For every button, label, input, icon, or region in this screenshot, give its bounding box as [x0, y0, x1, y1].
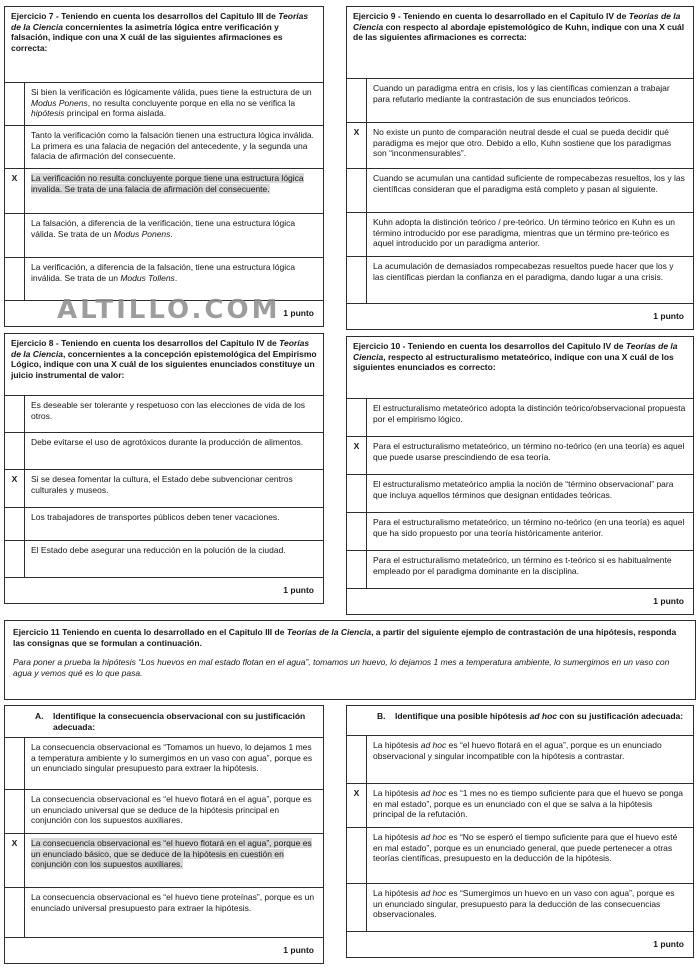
answer-row — [347, 79, 693, 123]
statement-text: La acumulación de demasiados rompecabezas resueltos puede hacer que los y las científicas pierdan la confianza en el paradigma, dando lugar a una crisis. — [373, 261, 674, 282]
points-label: 1 punto — [283, 945, 314, 955]
mark-cell — [5, 433, 25, 469]
statement-text: El Estado debe asegurar una reducción en la polución de la ciudad. — [31, 545, 286, 555]
section-b-title: Identifique una posible hipótesis ad hoc con su justificación adecuada: — [395, 711, 684, 721]
mark-cell — [5, 508, 25, 540]
exercise-11-title: Ejercicio 11 Teniendo en cuenta lo desarrollado en el Capitulo III de Teorías de la Ciencia, a partir del siguiente ejemplo de contrastación de una hipótesis, responda las consignas que se formulan a continuación. — [13, 627, 677, 648]
answer-row-marked — [5, 470, 323, 508]
answer-row — [347, 169, 693, 213]
statement-text: El estructuralismo metateórico adopta la distinción teórico/observacional propuesta por el empirismo lógico. — [373, 403, 686, 424]
section-a-column — [4, 705, 324, 964]
mark-cell — [5, 541, 25, 577]
highlighted-text: La verificación no resulta concluyente porque tiene una estructura lógica invalida. Se trata de una falacia de afirmación del consecuente. — [31, 173, 304, 194]
mark-cell — [347, 475, 367, 512]
answer-row — [347, 736, 693, 784]
statement-text: El estructuralismo metateórico amplia la noción de “término observacional” para que incluya aquellos términos que designan entidades teóricas. — [373, 479, 674, 500]
statement-text: La hipótesis ad hoc es “No se esperó el tiempo suficiente para que el huevo esté en mal estado”, porque es un enunciado general, que puede pertenecer a otras teorías científicas, presupuesto en la deducción de la hipótesis. — [373, 832, 678, 863]
statement-text: Si bien la verificación es lógicamente válida, pues tiene la estructura de un Modus Ponens, no resulta concluyente porque en ella no se verifica la hipótesis principal en forma aislada. — [31, 87, 312, 118]
right-column — [346, 6, 694, 615]
highlighted-text: La consecuencia observacional es “el huevo flotará en el agua”, porque es un enunciado básico, que se deduce de la hipótesis en cuestión en conjunción con los supuestos auxiliares. — [31, 838, 312, 869]
mark-cell — [5, 126, 25, 168]
answer-row — [5, 738, 323, 790]
exercise-8-title: Ejercicio 8 - Teniendo en cuenta los desarrollos del Capitulo IV de Teorías de la Ciencia, concernientes a la concepción epistemológica del Empirismo Lógico, indique con una X cuál de los siguientes enunciados constituye un juicio instrumental de valor: — [5, 334, 323, 396]
mark-cell — [5, 790, 25, 833]
mark-cell — [5, 738, 25, 789]
statement-text: Si se desea fomentar la cultura, el Estado debe subvencionar centros culturales y museos. — [31, 474, 293, 495]
points-label: 1 punto — [653, 311, 684, 321]
exercise-10-title: Ejercicio 10 - Teniendo en cuenta los desarrollos del Capitulo IV de Teorías de la Ciencia, respecto al estructuralismo metateórico, indique con una X cuál de los siguientes enunciados es correcto: — [347, 337, 693, 399]
answer-row-marked — [5, 169, 323, 214]
exercise-8-table — [4, 333, 324, 604]
statement-text: La consecuencia observacional es “Tomamos un huevo, lo dejamos 1 mes a temperatura ambiente y lo sumergimos en un vaso con agua”, porque es un enunciado singular presupuesto para extraer la hipótesis. — [31, 742, 313, 773]
answer-row — [5, 83, 323, 126]
statement-text: La consecuencia observacional es “el huevo tiene proteínas”, porque es un enunciado universal presupuesto para extraer la hipótesis. — [31, 892, 315, 913]
section-a-table — [4, 705, 324, 964]
answer-row — [347, 828, 693, 884]
exercise-7-title: Ejercicio 7 - Teniendo en cuenta los desarrollos del Capitulo III de Teorías de la Ciencia concernientes la asimetría lógica entre verificación y falsación, indique con una X cuál de las siguientes afirmaciones es correcta: — [5, 7, 323, 83]
statement-text: Debe evitarse el uso de agrotóxicos durante la producción de alimentos. — [31, 437, 304, 447]
statement-text: Para el estructuralismo metateórico, un término no-teórico (en una teoría) es aquel que puede usarse prescindiendo de esa teoría. — [373, 441, 685, 462]
answer-row — [347, 399, 693, 437]
section-b-header — [347, 706, 693, 736]
statement-text: La consecuencia observacional es “el huevo flotará en el agua”, porque es un enunciado universal que se deduce de la hipótesis principal en conjunción con los supuestos auxiliares. — [31, 794, 312, 825]
answer-row — [347, 475, 693, 513]
exercise-7-table — [4, 6, 324, 327]
answer-row — [5, 790, 323, 834]
section-a-title: Identifique la consecuencia observacional con su justificación adecuada: — [53, 711, 306, 732]
statement-text: La hipótesis ad hoc es “1 mes no es tiempo suficiente para que el huevo se ponga en mal estado”, porque es un enunciado con el que se salva a la hipótesis principal de la refutación. — [373, 788, 683, 819]
section-b-table — [346, 705, 694, 958]
answer-row — [347, 257, 693, 304]
points-label: 1 punto — [653, 596, 684, 606]
points-label: 1 punto — [283, 308, 314, 318]
x-mark: X — [347, 437, 367, 474]
mark-cell — [347, 884, 367, 931]
mark-cell — [347, 399, 367, 436]
answer-row — [5, 888, 323, 938]
statement-text: Tanto la verificación como la falsación tienen una estructura lógica inválida. La primera es una falacia de negación del antecedente, y la segunda una falacia de afirmación del consecuente. — [31, 130, 315, 161]
statement-text: La hipótesis ad hoc es “el huevo flotará en el agua”, porque es un enunciado observacional y singular incompatible con la hipótesis a contrastar. — [373, 740, 662, 761]
answer-row — [5, 126, 323, 169]
answer-row — [5, 258, 323, 301]
statement-text — [25, 169, 323, 213]
mark-cell — [5, 888, 25, 937]
statement-text: La verificación, a diferencia de la falsación, tiene una estructura lógica inválida. Se trata de un Modus Tollens. — [31, 262, 296, 283]
exercise-9-table — [346, 6, 694, 330]
answer-row-marked — [347, 437, 693, 475]
statement-text: No existe un punto de comparación neutral desde el cual se pueda decidir qué paradigma es mejor que otro. Debido a ello, Kuhn sostiene que los paradigmas son “inconmensurables”. — [373, 127, 672, 158]
answer-row — [5, 541, 323, 578]
answer-row-marked — [347, 784, 693, 828]
mark-cell — [347, 828, 367, 883]
exercise-11-panel — [4, 620, 696, 700]
mark-cell — [5, 83, 25, 125]
exercise-10-table — [346, 336, 694, 615]
statement-text: Kuhn adopta la distinción teórico / pre-teórico. Un término teórico en Kuhn es un término introducido por ese paradigma, mientras que un término pre-teórico es aquel introducido por un paradigma anterior. — [373, 217, 675, 248]
statement-text: La falsación, a diferencia de la verificación, tiene una estructura lógica válida. Se trata de un Modus Ponens. — [31, 218, 296, 239]
section-b-column — [346, 705, 694, 964]
mark-cell — [347, 169, 367, 212]
mark-cell — [347, 513, 367, 550]
x-mark: X — [347, 123, 367, 168]
section-a-header — [5, 706, 323, 738]
answer-row-marked — [347, 123, 693, 169]
mark-cell — [5, 214, 25, 257]
answer-row — [347, 513, 693, 551]
statement-text: Para el estructuralismo metateórico, un término es t-teórico si es habitualmente empleado por el paradigma dominante en la disciplina. — [373, 555, 672, 576]
answer-row — [5, 433, 323, 470]
statement-text — [25, 834, 323, 887]
watermark: ALTILLO.COM — [57, 295, 281, 325]
answer-row — [5, 396, 323, 433]
points-label: 1 punto — [653, 939, 684, 949]
statement-text: Es deseable ser tolerante y respetuoso con las elecciones de vida de los otros. — [31, 400, 306, 421]
exercise-9-title: Ejercicio 9 - Teniendo en cuenta lo desarrollado en el Capitulo IV de Teorías de la Ciencia con respecto al abordaje epistemológico de Kuhn, indique con una X cuál de las siguientes afirmaciones es correcta: — [347, 7, 693, 79]
mark-cell — [347, 257, 367, 303]
x-mark: X — [5, 470, 25, 507]
left-column — [4, 6, 324, 615]
section-letter: B. — [377, 711, 386, 721]
answer-row — [5, 214, 323, 258]
x-mark: X — [347, 784, 367, 827]
answer-row — [5, 508, 323, 541]
answer-row — [347, 551, 693, 589]
answer-row — [347, 884, 693, 932]
mark-cell — [347, 551, 367, 588]
statement-text: La hipótesis ad hoc es “Sumergimos un huevo en un vaso con agua”, porque es un enunciado singular, presupuesto para la deducción de las consecuencias observacionales. — [373, 888, 675, 919]
mark-cell — [347, 736, 367, 783]
statement-text: Cuando un paradigma entra en crisis, los y las científicas comienzan a trabajar para refutarlo mediante la contrastación de sus enunciados teóricos. — [373, 83, 670, 104]
bottom-columns — [4, 705, 696, 964]
top-columns — [4, 6, 696, 615]
exercise-11-intro: Para poner a prueba la hipótesis “Los huevos en mal estado flotan en el agua”, tomamos un huevo, lo dejamos 1 mes a temperatura ambiente, lo sumergimos en un vaso con agua y vemos qué es lo que pasa. — [13, 657, 670, 678]
mark-cell — [347, 213, 367, 256]
x-mark: X — [5, 169, 25, 213]
mark-cell — [5, 396, 25, 432]
mark-cell — [347, 79, 367, 122]
statement-text: Cuando se acumulan una cantidad suficiente de rompecabezas resueltos, los y las científicas consideran que el paradigma está completo y pasan al siguiente. — [373, 173, 685, 194]
statement-text: Para el estructuralismo metateórico, un término no-teórico (en una teoría) es aquel que ha sido propuesto por una teoría históricamente anterior. — [373, 517, 685, 538]
x-mark: X — [5, 834, 25, 887]
statement-text: Los trabajadores de transportes públicos deben tener vacaciones. — [31, 512, 280, 522]
answer-row — [347, 213, 693, 257]
section-letter: A. — [35, 711, 44, 721]
points-label: 1 punto — [283, 585, 314, 595]
answer-row-marked — [5, 834, 323, 888]
mark-cell — [5, 258, 25, 300]
